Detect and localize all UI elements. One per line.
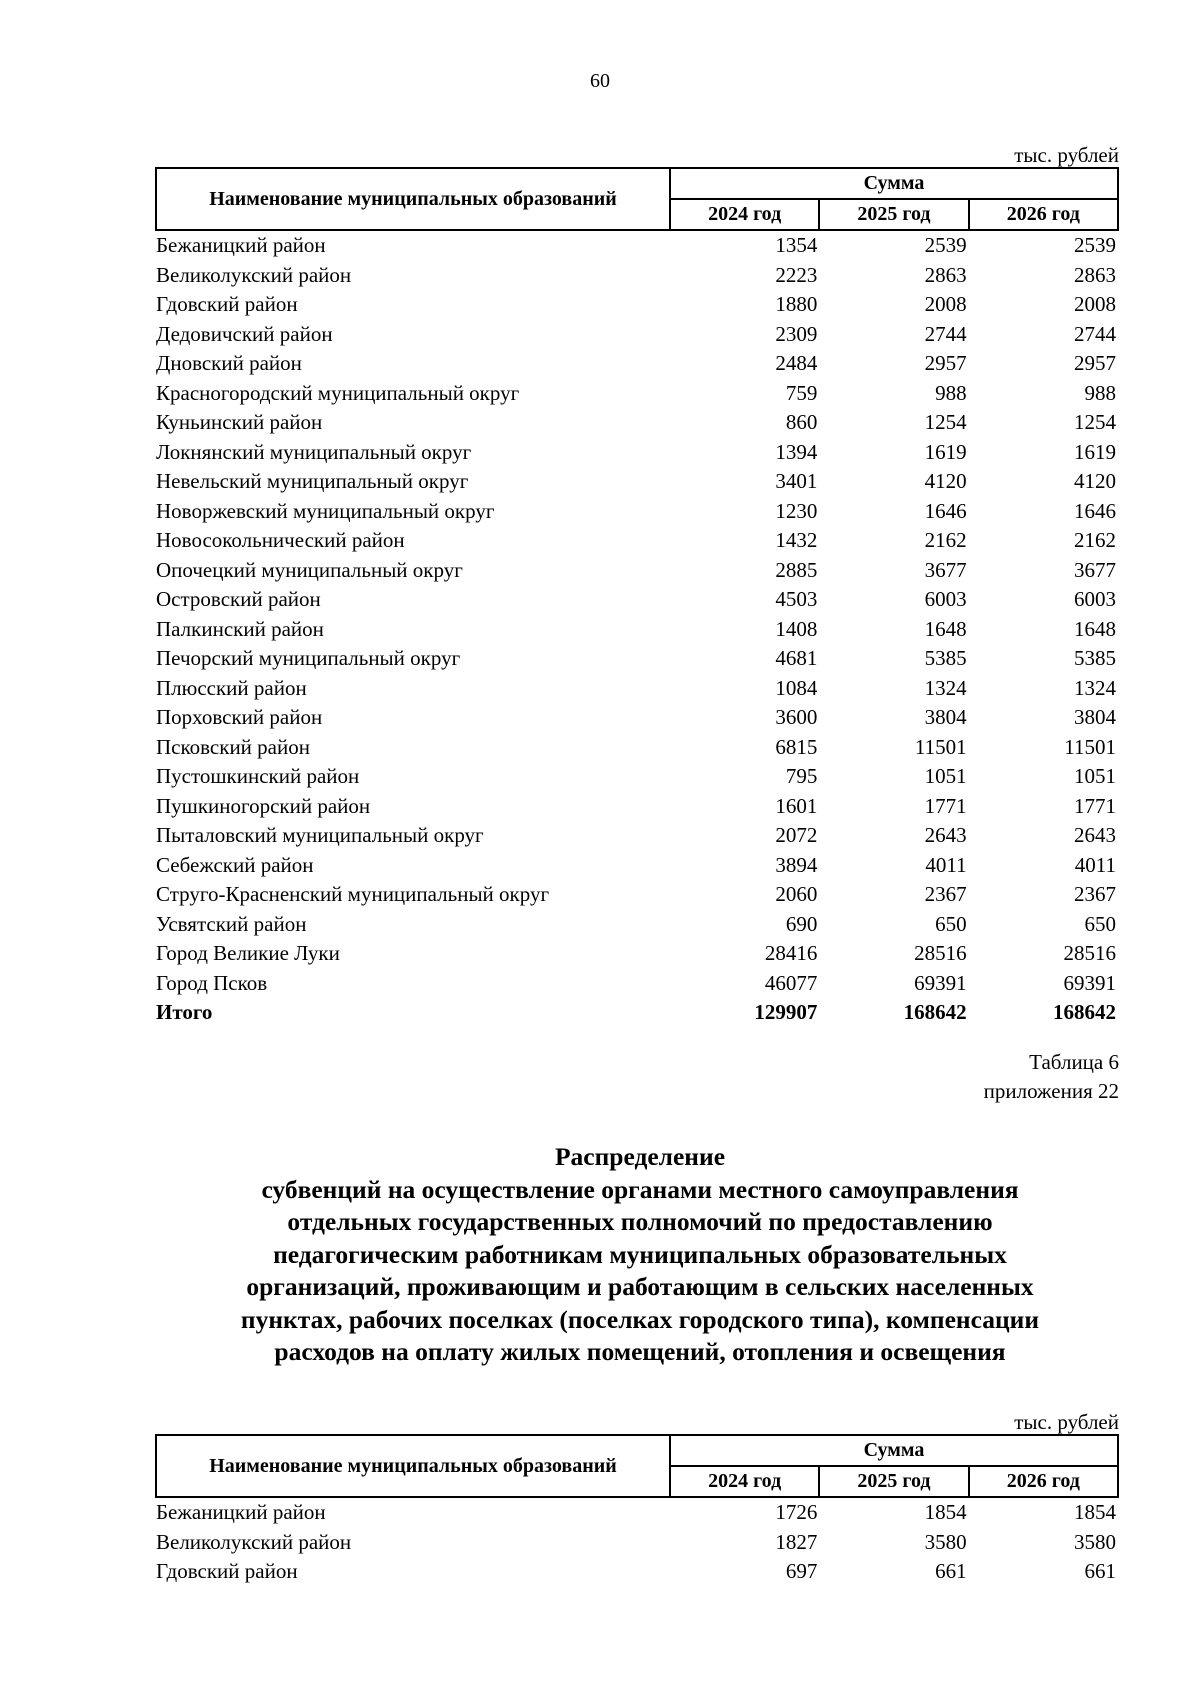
cell-2026: 1648 <box>1074 616 1116 641</box>
cell-name: Куньинский район <box>156 410 323 434</box>
cell-2026: 2008 <box>1074 292 1116 316</box>
cell-2026: 168642 <box>1053 1000 1116 1024</box>
table-row <box>156 526 1118 556</box>
cell-2025: 1771 <box>924 793 967 818</box>
cell-2025: 1646 <box>924 498 967 523</box>
cell-2024: 2223 <box>775 262 818 287</box>
cell-2026: 2539 <box>1074 233 1116 257</box>
table2-body <box>156 1497 1118 1587</box>
cell-2025: 650 <box>935 911 967 936</box>
table2-units: тыс. рублей <box>1014 1410 1119 1434</box>
cell-name: Гдовский район <box>156 1559 298 1583</box>
cell-2025: 2367 <box>924 882 967 906</box>
table-row <box>156 939 1118 969</box>
cell-2026: 2744 <box>1074 321 1116 346</box>
cell-2024: 3401 <box>775 469 818 493</box>
cell-name: Гдовский район <box>156 292 298 316</box>
cell-2024: 1084 <box>775 675 818 700</box>
cell-2025: 2539 <box>924 233 967 257</box>
table2-header-name: Наименование муниципальных образований <box>156 1435 670 1497</box>
table-row <box>156 792 1118 822</box>
cell-2025: 4120 <box>924 469 967 493</box>
table-row <box>156 880 1118 910</box>
cell-2025: 2162 <box>924 528 967 552</box>
cell-2026: 3677 <box>1074 557 1116 582</box>
table-row <box>156 230 1118 261</box>
cell-2026: 3804 <box>1074 705 1116 729</box>
cell-name: Псковский район <box>156 734 310 759</box>
cell-2025: 28516 <box>914 941 967 965</box>
table1-header-year-2025: 2025 год <box>819 199 968 230</box>
cell-2026: 69391 <box>1063 970 1116 995</box>
cell-2026: 3580 <box>1074 1529 1116 1554</box>
table1-header-year-2024: 2024 год <box>670 199 819 230</box>
table1-body <box>156 230 1118 1028</box>
cell-2025: 11501 <box>914 734 967 759</box>
document-title <box>160 1141 1120 1369</box>
cell-2026: 11501 <box>1064 734 1116 759</box>
table-row <box>156 703 1118 733</box>
cell-2025: 988 <box>935 380 967 405</box>
table-row <box>156 261 1118 291</box>
table1-header-name: Наименование муниципальных образований <box>156 168 670 230</box>
table-row <box>156 1528 1118 1558</box>
table-row <box>156 438 1118 468</box>
cell-name: Пыталовский муниципальный округ <box>156 823 484 847</box>
cell-2024: 28416 <box>764 941 818 965</box>
cell-2026: 988 <box>1084 380 1116 405</box>
table1-header-sum: Сумма <box>670 168 1118 199</box>
cell-2024: 129907 <box>754 1000 818 1024</box>
cell-2024: 690 <box>785 911 818 936</box>
cell-name: Бежаницкий район <box>156 233 326 257</box>
table-row <box>156 762 1118 792</box>
cell-2024: 3894 <box>775 852 818 877</box>
cell-2024: 759 <box>785 380 818 405</box>
cell-2026: 1254 <box>1074 410 1116 434</box>
caption-line-1: Таблица 6 <box>1029 1050 1119 1074</box>
cell-2026: 5385 <box>1074 646 1116 670</box>
cell-2025: 1619 <box>924 439 967 464</box>
title-line-6: пунктах, рабочих поселках (поселках городского типа), компенсации <box>240 1304 1040 1334</box>
cell-name: Город Псков <box>156 970 268 995</box>
cell-2024: 1827 <box>775 1529 818 1554</box>
table-row <box>156 674 1118 704</box>
cell-name: Новосокольнический район <box>156 528 405 552</box>
table2-header-year-2024: 2024 год <box>670 1466 819 1497</box>
cell-2025: 3580 <box>924 1529 967 1554</box>
title-line-1: Распределение <box>554 1142 726 1171</box>
cell-2026: 4011 <box>1074 852 1116 877</box>
cell-2025: 3677 <box>924 557 967 582</box>
cell-2025: 1648 <box>924 616 967 641</box>
cell-2024: 860 <box>785 410 818 434</box>
title-line-7: расходов на оплату жилых помещений, отопления и освещения <box>274 1337 1006 1366</box>
cell-name: Печорский муниципальный округ <box>156 646 461 670</box>
cell-2026: 28516 <box>1063 941 1116 965</box>
cell-2026: 661 <box>1084 1559 1116 1583</box>
table2-header-sum: Сумма <box>670 1435 1118 1466</box>
table-row <box>156 290 1118 320</box>
cell-2024: 1726 <box>775 1500 818 1524</box>
cell-2024: 1601 <box>775 793 818 818</box>
table-row <box>156 969 1118 999</box>
cell-2025: 3804 <box>924 705 967 729</box>
cell-2024: 2309 <box>775 321 818 346</box>
cell-name: Струго-Красненский муниципальный округ <box>156 882 550 906</box>
cell-2026: 1646 <box>1074 498 1116 523</box>
title-line-3: отдельных государственных полномочий по предоставлению <box>287 1207 993 1236</box>
cell-2026: 1051 <box>1074 764 1116 788</box>
title-line-2: субвенций на осуществление органами местного самоуправления <box>261 1174 1019 1204</box>
cell-2025: 4011 <box>925 852 967 877</box>
cell-2025: 2008 <box>924 292 967 316</box>
cell-name: Усвятский район <box>156 911 307 936</box>
table-row <box>156 1497 1118 1528</box>
cell-name: Великолукский район <box>156 262 352 287</box>
cell-name: Плюсский район <box>156 675 307 700</box>
cell-2024: 1230 <box>775 498 818 523</box>
cell-name: Дновский район <box>156 351 302 375</box>
cell-2025: 661 <box>935 1559 967 1583</box>
cell-2025: 2643 <box>924 823 967 847</box>
table1-header-year-2026: 2026 год <box>969 199 1118 230</box>
cell-name: Невельский муниципальный округ <box>156 469 469 493</box>
table-row <box>156 349 1118 379</box>
cell-2025: 2744 <box>924 321 967 346</box>
table-row <box>156 379 1118 409</box>
table-caption <box>984 1048 1119 1106</box>
cell-2026: 1854 <box>1074 1500 1116 1524</box>
cell-2025: 1854 <box>924 1500 967 1524</box>
cell-2024: 1432 <box>775 528 818 552</box>
cell-2026: 2367 <box>1074 882 1116 906</box>
table1 <box>155 167 1119 1028</box>
table-row <box>156 910 1118 940</box>
cell-2024: 795 <box>785 764 818 788</box>
cell-name: Итого <box>156 1000 213 1024</box>
cell-name: Пушкиногорский район <box>156 793 371 818</box>
cell-2026: 1324 <box>1074 675 1116 700</box>
table-row <box>156 851 1118 881</box>
cell-name: Палкинский район <box>156 616 324 641</box>
table-row <box>156 585 1118 615</box>
cell-2024: 2484 <box>775 351 818 375</box>
cell-name: Дедовичский район <box>156 321 333 346</box>
table2 <box>155 1434 1119 1587</box>
cell-name: Великолукский район <box>156 1529 352 1554</box>
cell-2024: 4681 <box>775 646 818 670</box>
table-row <box>156 320 1118 350</box>
table1-block <box>155 143 1119 1028</box>
cell-2025: 1324 <box>924 675 967 700</box>
table-row <box>156 556 1118 586</box>
cell-2026: 2162 <box>1074 528 1116 552</box>
cell-2026: 2957 <box>1074 351 1116 375</box>
cell-2025: 168642 <box>903 1000 967 1024</box>
caption-line-2: приложения 22 <box>983 1079 1119 1103</box>
cell-2024: 697 <box>785 1559 818 1583</box>
table-row <box>156 467 1118 497</box>
table-row <box>156 821 1118 851</box>
table1-units: тыс. рублей <box>1014 143 1119 167</box>
cell-2024: 4503 <box>775 587 818 611</box>
table-row <box>156 1557 1118 1587</box>
cell-name: Красногородский муниципальный округ <box>156 380 520 405</box>
cell-2024: 1394 <box>775 439 818 464</box>
cell-2026: 2863 <box>1074 262 1116 287</box>
table-row <box>156 615 1118 645</box>
table2-header-year-2026: 2026 год <box>969 1466 1118 1497</box>
title-line-5: организаций, проживающим и работающим в сельских населенных <box>246 1272 1034 1301</box>
cell-2024: 1880 <box>775 292 818 316</box>
cell-2026: 2643 <box>1074 823 1116 847</box>
cell-name: Опочецкий муниципальный округ <box>156 557 463 582</box>
table-total-row <box>156 998 1118 1028</box>
table-row <box>156 497 1118 527</box>
cell-2024: 1354 <box>775 233 818 257</box>
cell-name: Пустошкинский район <box>156 764 360 788</box>
table-row <box>156 644 1118 674</box>
cell-2026: 1771 <box>1074 793 1116 818</box>
cell-2026: 6003 <box>1074 587 1116 611</box>
cell-name: Локнянский муниципальный округ <box>156 439 472 464</box>
cell-2025: 1254 <box>924 410 967 434</box>
cell-2026: 1619 <box>1074 439 1116 464</box>
cell-2025: 6003 <box>924 587 967 611</box>
cell-2024: 2060 <box>775 882 818 906</box>
table2-header-year-2025: 2025 год <box>819 1466 968 1497</box>
cell-name: Порховский район <box>156 705 323 729</box>
cell-name: Город Великие Луки <box>156 941 340 965</box>
cell-2025: 69391 <box>914 970 967 995</box>
table2-block <box>155 1410 1119 1587</box>
cell-2024: 46077 <box>764 970 818 995</box>
cell-2025: 2863 <box>924 262 967 287</box>
cell-name: Бежаницкий район <box>156 1500 326 1524</box>
cell-2024: 6815 <box>775 734 818 759</box>
cell-2024: 1408 <box>775 616 818 641</box>
cell-2025: 2957 <box>924 351 967 375</box>
cell-name: Островский район <box>156 587 321 611</box>
table-row <box>156 733 1118 763</box>
table-row <box>156 408 1118 438</box>
cell-name: Новоржевский муниципальный округ <box>156 498 495 523</box>
cell-2026: 650 <box>1084 911 1116 936</box>
cell-2025: 1051 <box>924 764 967 788</box>
cell-2026: 4120 <box>1074 469 1116 493</box>
cell-2024: 3600 <box>775 705 818 729</box>
page-number: 60 <box>590 70 610 92</box>
cell-name: Себежский район <box>156 852 314 877</box>
title-line-4: педагогическим работникам муниципальных образовательных <box>273 1239 1007 1269</box>
cell-2025: 5385 <box>924 646 967 670</box>
cell-2024: 2072 <box>775 823 818 847</box>
cell-2024: 2885 <box>775 557 818 582</box>
